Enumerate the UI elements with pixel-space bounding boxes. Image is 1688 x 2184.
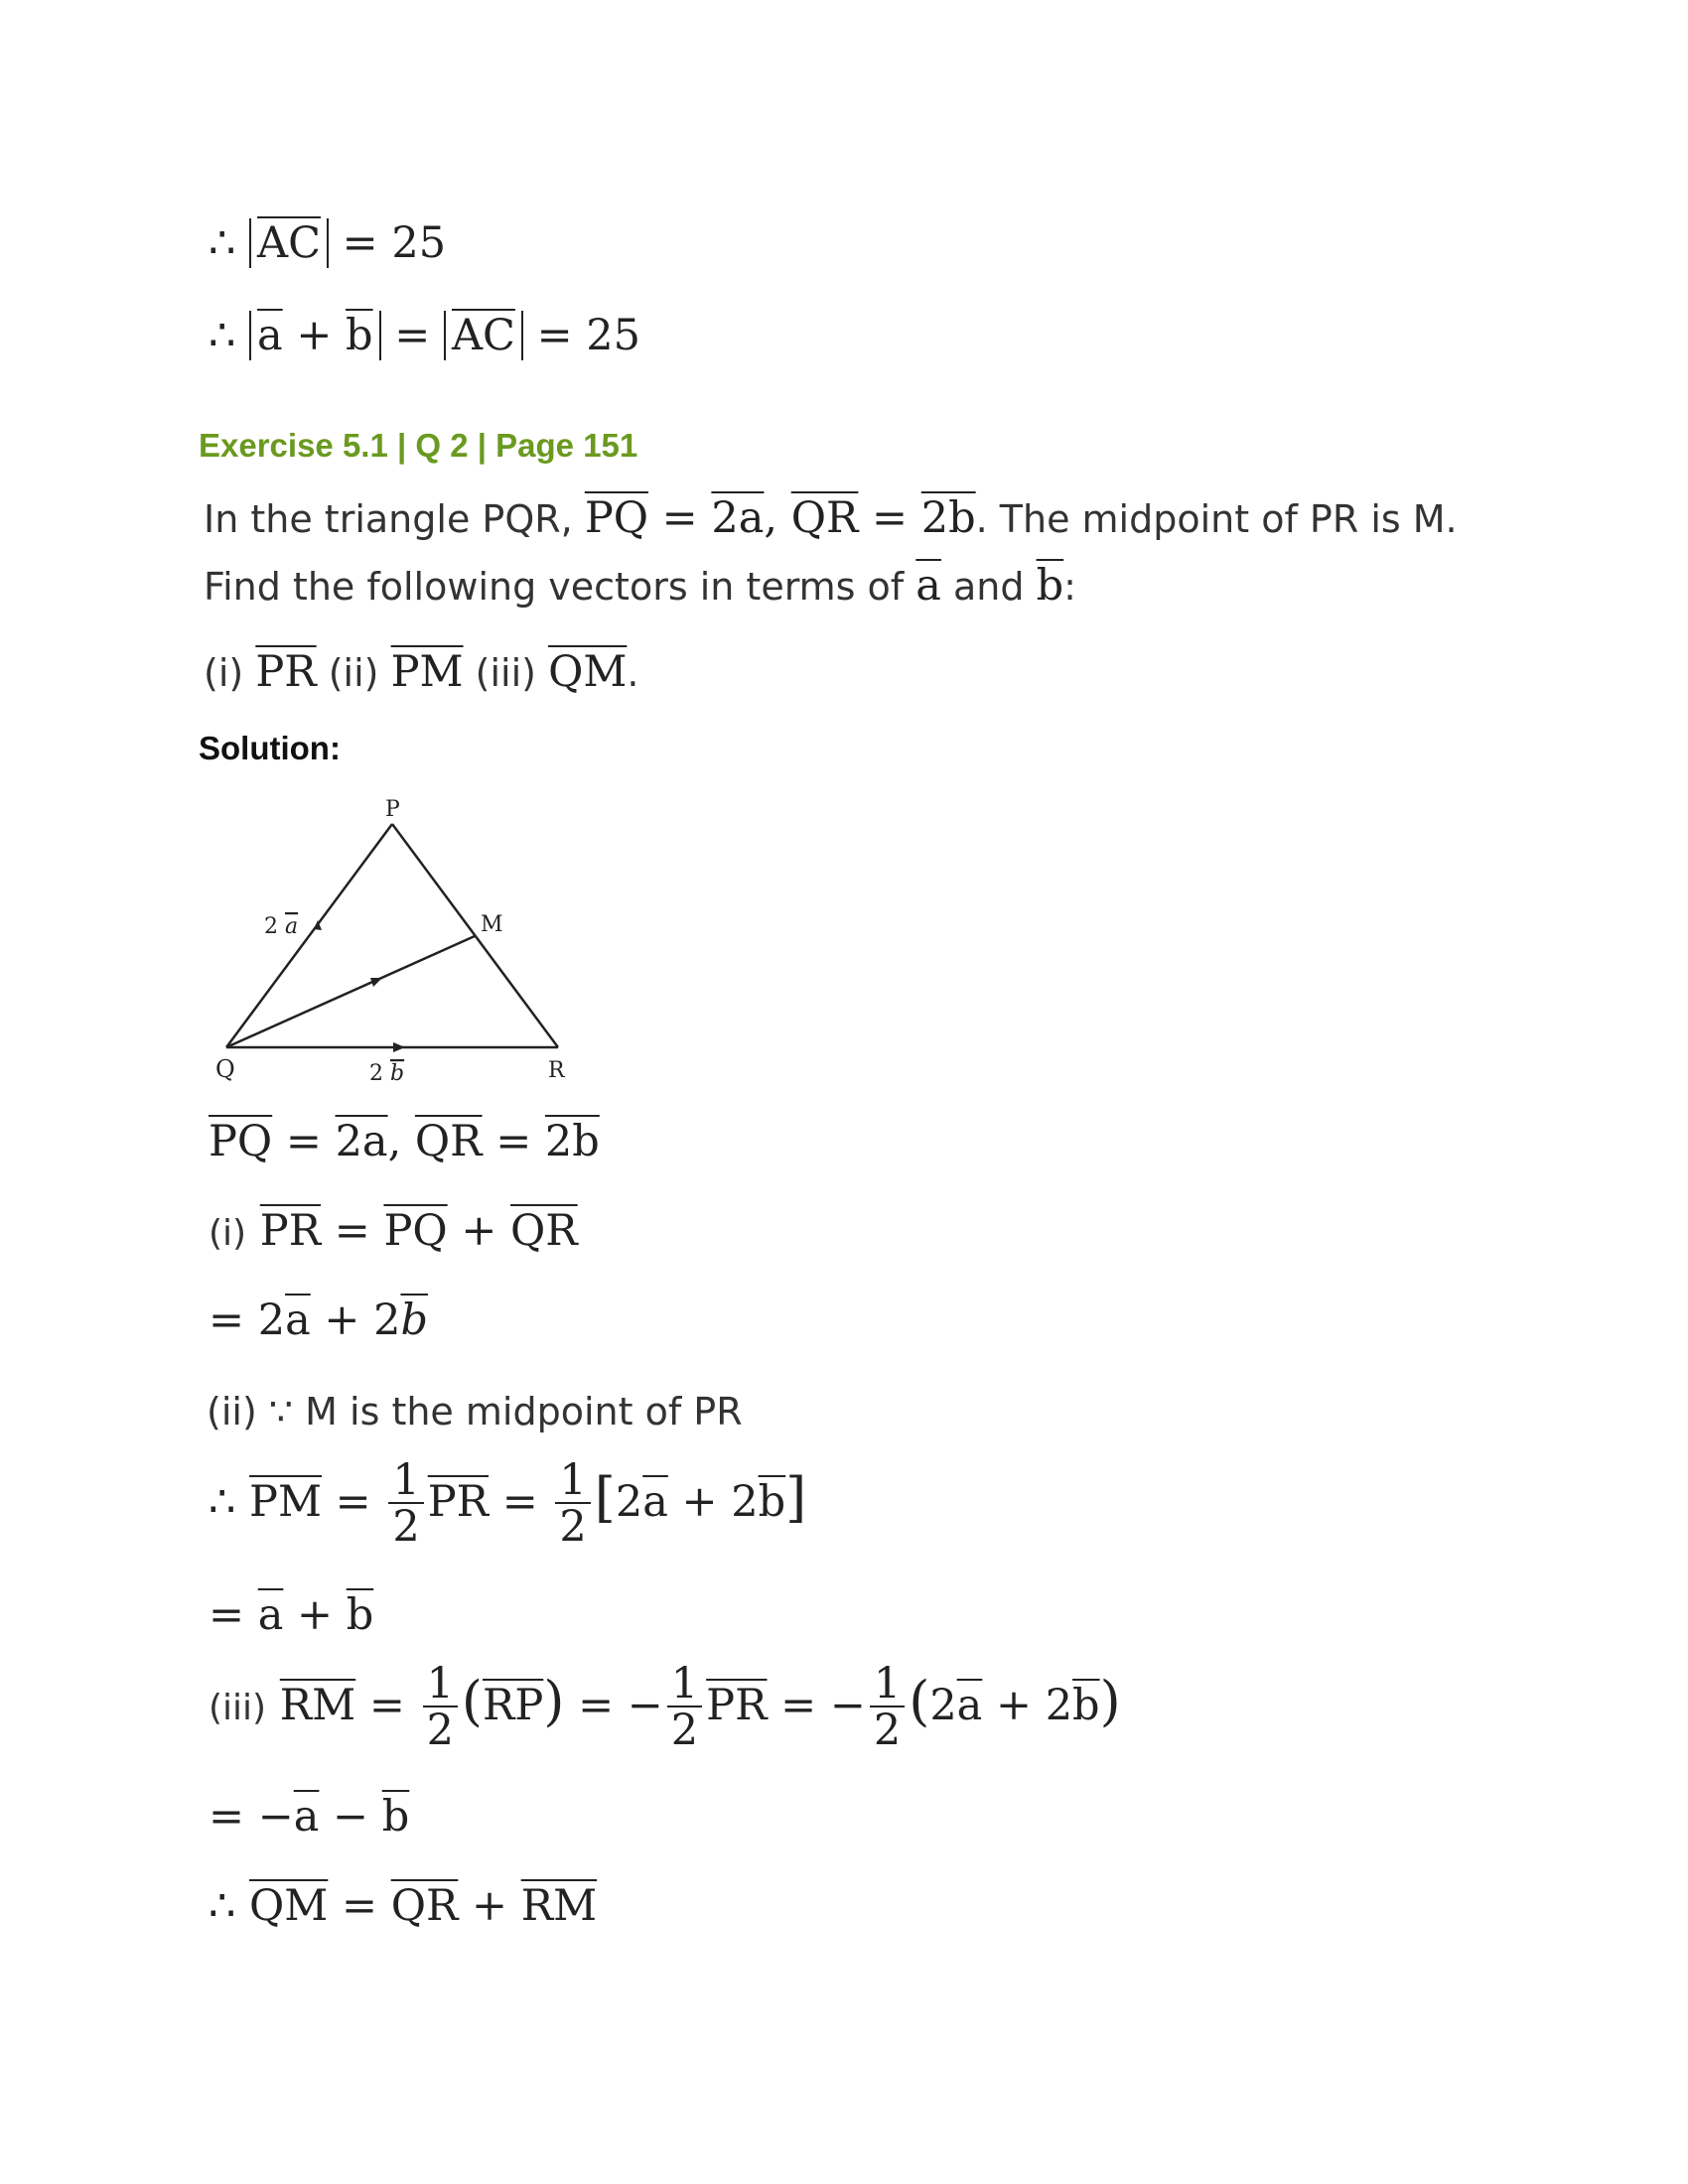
therefore-symbol: ∴ (209, 311, 236, 360)
side-qp (226, 824, 392, 1047)
abs-a-plus-b: $\overline{a} + \overline{b}$ (249, 311, 381, 360)
step-pm: ∴ $\overline{PM}$ = $\frac{1}{2}$ $\overline{PR}$ = $\frac{1}{2}$ $[2\overline{a} + 2\overline{b}]$ (209, 1455, 807, 1552)
therefore-symbol: ∴ (209, 218, 236, 268)
equation-abs-a-plus-b: ∴ $\overline{a} + \overline{b} = \overline{AC} = 25$ (209, 311, 641, 360)
step-rm-result: = $-\overline{a} - \overline{b}$ (209, 1792, 410, 1842)
arrow-on-qr (393, 1042, 405, 1052)
triangle-diagram (199, 794, 596, 1102)
step-qm: ∴ $\overline{QM} = \overline{QR} + \overline{RM}$ (209, 1881, 598, 1931)
solution-label: Solution: (199, 730, 341, 766)
vertex-label-r: R (548, 1058, 565, 1083)
vertex-label-q: Q (215, 1055, 235, 1083)
step-given: $\overline{PQ} = 2a$, $\overline{QR} = 2b$ (209, 1117, 600, 1166)
vertex-label-m: M (481, 912, 503, 937)
exercise-heading: Exercise 5.1 | Q 2 | Page 151 (199, 427, 638, 464)
vertex-label-p: P (385, 797, 400, 822)
question-line-1: In the triangle PQR, $\overline{PQ} = 2a$, $\overline{QR} = 2b$. The midpoint of PR is M. (204, 493, 1458, 543)
step-rm: (iii) $\overline{RM}$ = $\frac{1}{2}$ $(\overline{RP})$ = − $\frac{1}{2}$ $\overline{PR}$ = − $\frac{1}{2}$ $(2\overline{a} + 2\overline{b})$ (209, 1659, 1121, 1755)
fraction-half: $\frac{1}{2}$ (423, 1663, 458, 1754)
step-midpoint-statement: (ii) ∵ M is the midpoint of PR (207, 1390, 743, 1433)
arrow-on-qm (370, 978, 382, 987)
fraction-half: $\frac{1}{2}$ (388, 1459, 423, 1551)
equation-abs-ac: ∴ $\overline{AC} = 25$ (209, 218, 447, 268)
step-pr: (i) $\overline{PR} = \overline{PQ} + \overline{QR}$ (209, 1206, 578, 1256)
median-qm (226, 936, 475, 1047)
step-pr-result: = $2\overline{a} + 2\overline{b}$ (209, 1296, 428, 1345)
abs-ac: $\overline{AC}$ (249, 218, 329, 268)
side-label-2b: 2 b (369, 1061, 405, 1086)
abs-ac: $\overline{AC}$ (444, 311, 523, 360)
fraction-half: $\frac{1}{2}$ (555, 1459, 590, 1551)
side-pr (392, 824, 558, 1047)
question-line-3: (i) $\overline{PR}$ (ii) $\overline{PM}$ (iii) $\overline{QM}$. (204, 647, 639, 697)
side-label-2a: 2 a (264, 914, 299, 939)
step-pm-result: = $\overline{a} + \overline{b}$ (209, 1590, 374, 1640)
question-line-2: Find the following vectors in terms of $\overline{a}$ and $\overline{b}$: (204, 561, 1076, 611)
fraction-half: $\frac{1}{2}$ (870, 1663, 905, 1754)
fraction-half: $\frac{1}{2}$ (667, 1663, 702, 1754)
